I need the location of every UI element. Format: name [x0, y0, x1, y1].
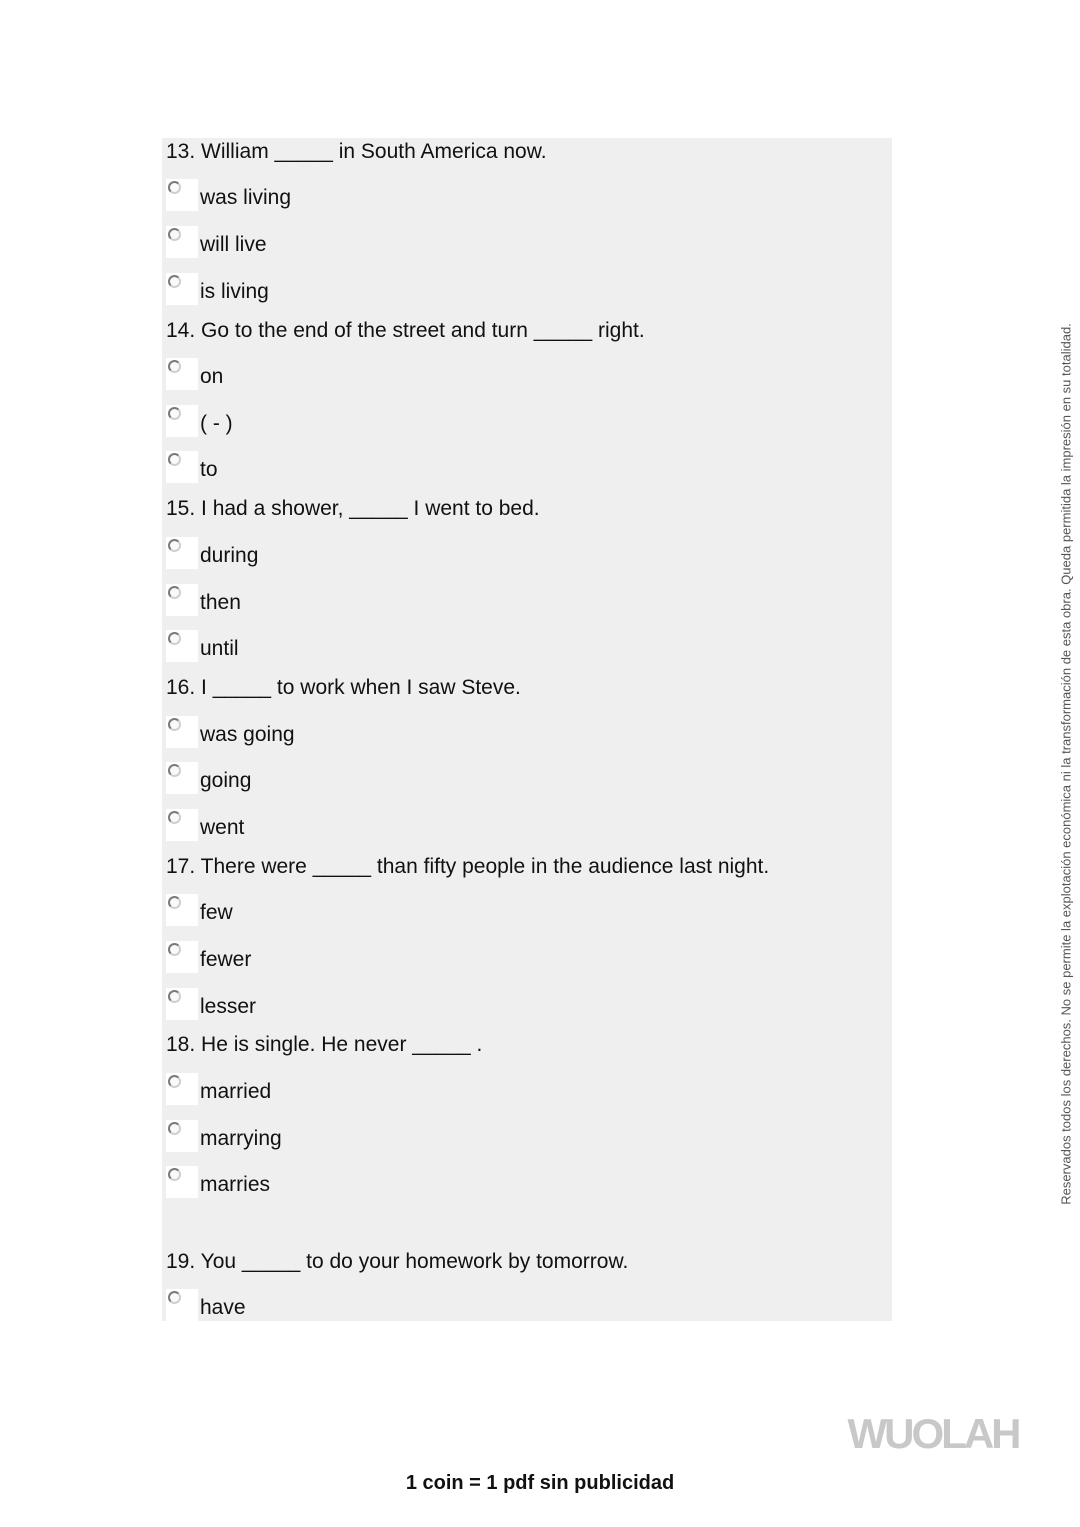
radio-button[interactable]	[166, 226, 198, 258]
option-label: marrying	[200, 1127, 282, 1150]
radio-button[interactable]	[166, 273, 198, 305]
wuolah-logo	[843, 1410, 1023, 1456]
question-13: 13. William _____ in South America now.	[166, 140, 547, 163]
option-label: went	[200, 816, 245, 839]
option-label: is living	[200, 280, 269, 303]
question-18: 18. He is single. He never _____ .	[166, 1033, 483, 1056]
option-label: will live	[200, 233, 267, 256]
radio-button[interactable]	[166, 405, 198, 437]
option-label: to	[200, 458, 218, 481]
option-label: on	[200, 365, 224, 388]
question-16: 16. I _____ to work when I saw Steve.	[166, 676, 521, 699]
option-label: ( - )	[200, 412, 233, 435]
option-label: during	[200, 544, 259, 567]
radio-button[interactable]	[166, 716, 198, 748]
radio-button[interactable]	[166, 179, 198, 211]
radio-button[interactable]	[166, 1073, 198, 1105]
radio-button[interactable]	[166, 941, 198, 973]
question-14: 14. Go to the end of the street and turn _____ right.	[166, 319, 645, 342]
option-label: then	[200, 591, 241, 614]
question-19: 19. You _____ to do your homework by tomorrow.	[166, 1250, 629, 1273]
radio-button[interactable]	[166, 358, 198, 390]
radio-button[interactable]	[166, 809, 198, 841]
logo-text: WUOLAH	[847, 1410, 1019, 1456]
radio-button[interactable]	[166, 451, 198, 483]
option-label: marries	[200, 1173, 271, 1196]
option-label: have	[200, 1296, 246, 1319]
option-label: was living	[200, 186, 292, 209]
radio-button[interactable]	[166, 630, 198, 662]
option-label: was going	[200, 723, 295, 746]
radio-button[interactable]	[166, 537, 198, 569]
option-label: married	[200, 1080, 272, 1103]
question-15: 15. I had a shower, _____ I went to bed.	[166, 497, 540, 520]
option-label: lesser	[200, 995, 257, 1018]
radio-button[interactable]	[166, 1289, 198, 1321]
radio-button[interactable]	[166, 762, 198, 794]
option-label: fewer	[200, 948, 252, 971]
option-label: until	[200, 637, 239, 660]
option-label: going	[200, 769, 252, 792]
copyright-notice: Reservados todos los derechos. No se permite la explotación económica ni la transformación de esta obra. Queda permitida la impresión en su totalidad.	[1058, 323, 1074, 1205]
footer-note: 1 coin = 1 pdf sin publicidad	[405, 1472, 675, 1494]
radio-button[interactable]	[166, 584, 198, 616]
radio-button[interactable]	[166, 1120, 198, 1152]
question-17: 17. There were _____ than fifty people in the audience last night.	[166, 855, 770, 878]
radio-button[interactable]	[166, 1166, 198, 1198]
radio-button[interactable]	[166, 988, 198, 1020]
option-label: few	[200, 901, 233, 924]
radio-button[interactable]	[166, 894, 198, 926]
